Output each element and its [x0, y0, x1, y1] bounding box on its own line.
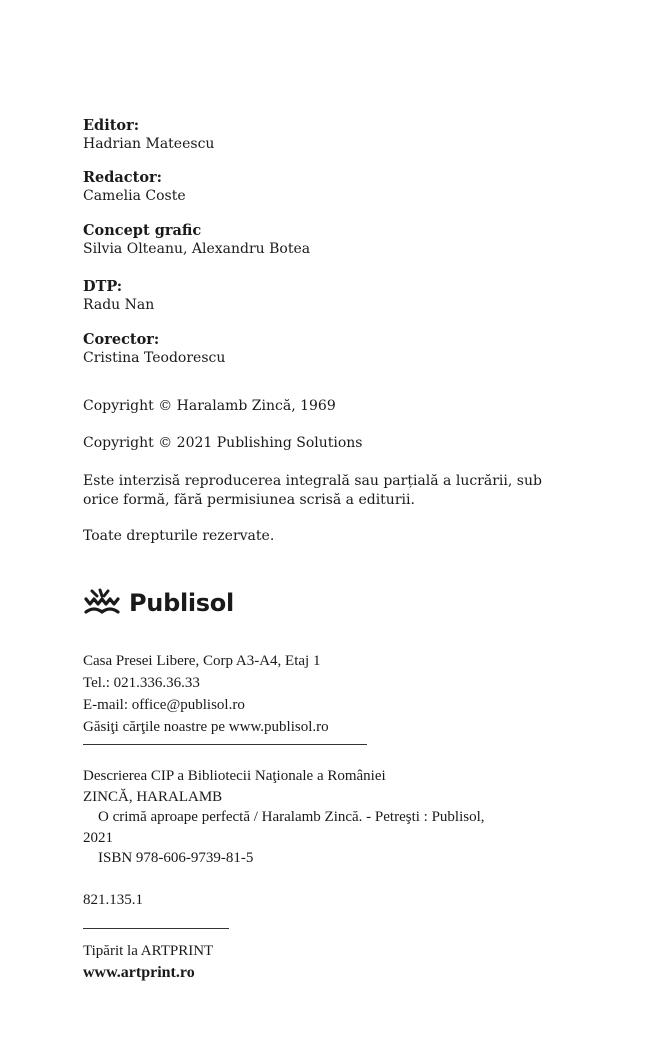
credit-label: Concept grafic — [83, 222, 202, 239]
notice-line: orice formă, fără permisiunea scrisă a editurii. — [83, 492, 415, 508]
contact-web: Găsiţi cărţile noastre pe www.publisol.ro — [83, 719, 329, 735]
cip-classification: 821.135.1 — [83, 892, 143, 908]
printer-name: Tipărit la ARTPRINT — [83, 943, 214, 959]
book-wave-logo-icon — [83, 588, 123, 618]
copyright-publisher: Copyright © 2021 Publishing Solutions — [83, 435, 363, 451]
credit-label: Redactor: — [83, 169, 162, 186]
credit-redactor — [83, 168, 186, 206]
printer-info — [83, 940, 213, 984]
notice-line: Este interzisă reproducerea integrală sau parțială a lucrării, sub — [83, 473, 542, 489]
credit-dtp — [83, 277, 154, 315]
credit-value: Hadrian Mateescu — [83, 136, 215, 152]
logo-wordmark: Publisol — [129, 589, 234, 617]
cip-title: Descrierea CIP a Bibliotecii Naţionale a României — [83, 768, 386, 784]
credit-value: Cristina Teodorescu — [83, 350, 226, 366]
publisher-logo — [83, 585, 234, 621]
credit-label: DTP: — [83, 278, 123, 295]
publisher-contact — [83, 650, 329, 738]
credit-corector — [83, 330, 225, 368]
credit-label: Editor: — [83, 117, 140, 134]
credit-value: Silvia Olteanu, Alexandru Botea — [83, 241, 311, 257]
cip-year: 2021 — [83, 829, 113, 846]
cip-work: O crimă aproape perfectă / Haralamb Zincă. - Petreşti : Publisol, — [98, 809, 485, 825]
rights-reserved: Toate drepturile rezervate. — [83, 528, 275, 544]
contact-address: Casa Presei Libere, Corp A3-A4, Etaj 1 — [83, 653, 321, 669]
credit-label: Corector: — [83, 331, 160, 348]
credit-value: Radu Nan — [83, 297, 155, 313]
contact-email: E-mail: office@publisol.ro — [83, 697, 245, 713]
divider — [83, 744, 367, 745]
copyright-author: Copyright © Haralamb Zincă, 1969 — [83, 398, 336, 414]
cip-isbn: ISBN 978-606-9739-81-5 — [98, 850, 254, 866]
credit-value: Camelia Coste — [83, 188, 186, 204]
cip-description — [83, 766, 485, 869]
copyright-notice — [83, 472, 542, 510]
printer-url: www.artprint.ro — [83, 964, 195, 981]
credit-concept-grafic — [83, 221, 310, 259]
credit-editor — [83, 116, 214, 154]
divider — [83, 928, 229, 929]
contact-phone: Tel.: 021.336.36.33 — [83, 675, 200, 691]
cip-author: ZINCĂ, HARALAMB — [83, 788, 223, 805]
